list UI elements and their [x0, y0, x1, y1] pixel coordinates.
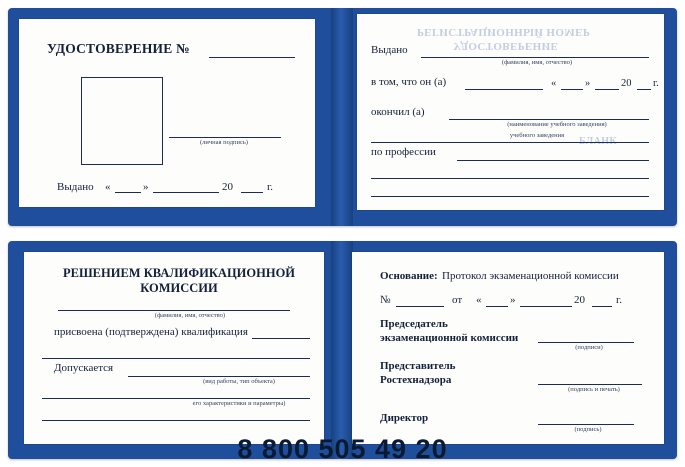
basis-label: Основание:: [380, 270, 438, 282]
protocol-year-label: 20: [574, 294, 585, 306]
issued-label: Выдано: [57, 181, 94, 193]
representative-sign-line: [538, 384, 642, 385]
bottom-right-page: [352, 252, 664, 444]
month-line-right: [595, 89, 619, 90]
protocol-quote-close: »: [510, 294, 516, 306]
representative-label-1: Представитель: [380, 360, 456, 372]
row-line-institution2: [371, 142, 649, 143]
bottom-left-page: [24, 252, 324, 444]
year-label-right: 20: [621, 78, 632, 89]
row-line-that-he: [465, 89, 543, 90]
chairman-label-2: экзаменационной комиссии: [380, 332, 519, 344]
row-label-issued: Выдано: [371, 44, 408, 56]
chairman-sign-line: [538, 342, 634, 343]
representative-sign-hint: (подпись и печать): [568, 386, 620, 393]
year-label: 20: [222, 181, 233, 193]
fio-line: [58, 310, 290, 311]
protocol-number-line: [396, 306, 444, 307]
qualification-line-2: [42, 358, 310, 359]
year-line-right: [637, 89, 651, 90]
year-line: [241, 192, 263, 193]
watermark-registration-number: РЕГИСТРАЦИОННЫЙ НОМЕР: [417, 26, 590, 38]
top-booklet-spine: [331, 8, 353, 226]
certificate-title: УДОСТОВЕРЕНИЕ №: [47, 41, 190, 56]
protocol-month-line: [520, 306, 572, 307]
chairman-label-1: Председатель: [380, 318, 448, 330]
watermark-blank: БЛАНК: [579, 136, 618, 147]
basis-value: Протокол экзаменационной комиссии: [442, 270, 619, 282]
quote-open-right: «: [551, 78, 557, 89]
qualification-label: присвоена (подтверждена) квалификация: [54, 326, 248, 338]
commission-title-line1: РЕШЕНИЕМ КВАЛИФИКАЦИОННОЙ: [62, 266, 296, 280]
protocol-from-label: от: [452, 294, 463, 306]
row-label-profession: по профессии: [371, 146, 436, 158]
year-suffix: г.: [267, 181, 274, 193]
top-right-page: [357, 14, 664, 210]
protocol-year-suffix: г.: [616, 294, 623, 306]
representative-label-2: Ростехнадзора: [380, 374, 452, 386]
month-line: [153, 192, 219, 193]
protocol-year-line: [592, 306, 612, 307]
row-label-that-he: в том, что он (а): [371, 76, 447, 88]
year-suffix-right: г.: [653, 78, 659, 89]
qualification-line: [252, 338, 310, 339]
row-hint-fio: (фамилия, имя, отчество): [501, 59, 573, 66]
quote-close-right: »: [585, 78, 591, 89]
day-line-right: [561, 89, 583, 90]
row-hint-institution: (наименование учебного заведения): [507, 121, 607, 128]
row-line-profession: [457, 160, 649, 161]
fio-hint: (фамилия, имя, отчество): [154, 312, 226, 319]
commission-title-line2: КОМИССИИ: [140, 281, 218, 295]
row-hint-institution2: учебного заведения: [509, 132, 565, 139]
allowed-label: Допускается: [54, 362, 114, 374]
top-left-page: [19, 19, 315, 207]
row-line-graduated: [449, 119, 649, 120]
bottom-booklet-spine: [331, 241, 353, 459]
director-label: Директор: [380, 412, 429, 424]
row-label-graduated: окончил (а): [371, 106, 425, 118]
work-type-hint: (вид работы, тип объекта): [203, 378, 275, 385]
certificate-number-line: [209, 57, 295, 58]
signature-hint: (личная подпись): [200, 139, 248, 146]
protocol-day-line: [486, 306, 508, 307]
director-sign-line: [538, 424, 634, 425]
signature-line: [169, 137, 281, 138]
params-hint: его характеристики и параметры): [192, 400, 286, 407]
protocol-number-sign: №: [380, 294, 391, 306]
day-line: [115, 192, 141, 193]
quote-open: «: [105, 181, 111, 193]
quote-close: »: [143, 181, 149, 193]
watermark-udostoverenie: УДОСТОВЕРЕНИЕ: [453, 40, 559, 52]
director-sign-hint: (подпись): [574, 426, 602, 433]
allowed-line-3: [42, 420, 310, 421]
row-line-issued: [421, 57, 649, 58]
row-line-extra-2: [371, 196, 649, 197]
allowed-line: [128, 376, 310, 377]
row-line-extra-1: [371, 178, 649, 179]
allowed-line-2: [42, 398, 310, 399]
protocol-quote-open: «: [476, 294, 482, 306]
chairman-sign-hint: (подписи): [575, 344, 603, 351]
phone-banner: 8 800 505 49 20: [237, 434, 448, 464]
photo-box: [81, 77, 163, 165]
